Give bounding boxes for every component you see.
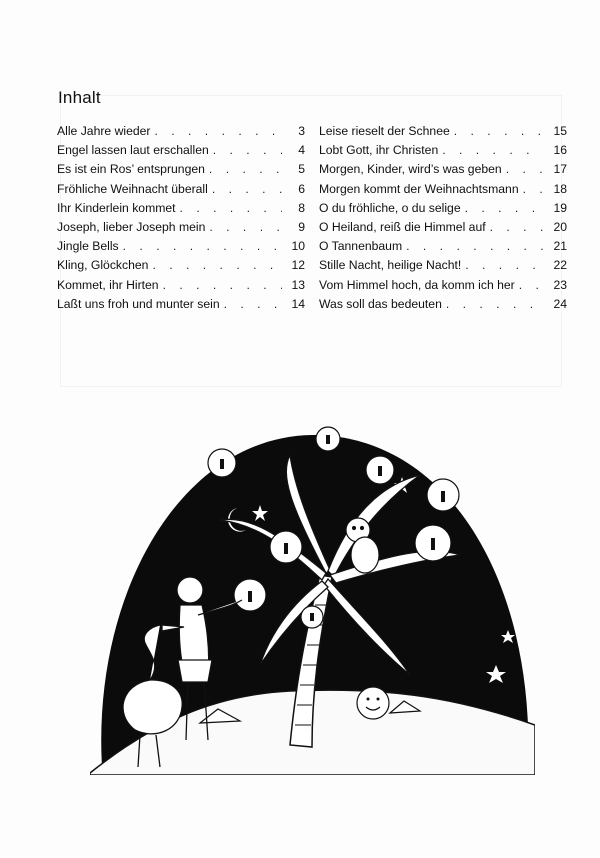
toc-dot-leader xyxy=(446,297,544,311)
toc-entry-page: 3 xyxy=(298,124,305,138)
toc-entry-title: O du fröhliche, o du selige xyxy=(319,200,461,215)
toc-dot-leader xyxy=(454,124,544,138)
toc-dot-leader xyxy=(154,124,282,138)
toc-entry-page: 23 xyxy=(553,277,567,292)
toc-dot-leader xyxy=(163,278,282,292)
toc-entry xyxy=(57,220,305,239)
toc-entry-page: 20 xyxy=(553,219,567,234)
toc-entry xyxy=(57,278,305,297)
toc-entry xyxy=(57,297,305,316)
toc-column-left xyxy=(57,124,305,316)
toc-entry-page: 8 xyxy=(298,200,305,215)
toc-entry xyxy=(319,201,567,220)
toc-entry xyxy=(57,182,305,201)
toc-entry-title: Alle Jahre wieder xyxy=(57,124,151,138)
toc-entry-page: 17 xyxy=(553,162,567,177)
toc-entry-page: 21 xyxy=(553,239,567,254)
toc-entry-title: Engel lassen laut erschallen xyxy=(57,143,209,158)
toc-dot-leader xyxy=(406,239,544,253)
smiling-moon xyxy=(357,687,389,719)
toc-dot-leader xyxy=(465,258,544,272)
toc-entry-page: 18 xyxy=(553,181,567,196)
toc-entry-title: Lobt Gott, ihr Christen xyxy=(319,143,439,158)
toc-entry-title: O Tannenbaum xyxy=(319,239,403,254)
toc-entry-page: 13 xyxy=(291,277,305,292)
toc-heading: Inhalt xyxy=(58,88,101,107)
toc-column-right xyxy=(319,124,567,316)
toc-dot-leader xyxy=(180,201,282,215)
toc-entry-title: Leise rieselt der Schnee xyxy=(319,124,450,138)
toc-dot-leader xyxy=(123,239,282,253)
toc-dot-leader xyxy=(465,201,544,215)
toc-entry xyxy=(319,182,567,201)
toc-entry-title: Morgen kommt der Weihnachtsmann xyxy=(319,181,519,196)
toc-entry-page: 16 xyxy=(553,143,567,158)
toc-entry xyxy=(57,162,305,181)
toc-entry-page: 12 xyxy=(291,258,305,273)
toc-entry-title: Jingle Bells xyxy=(57,239,119,254)
toc-entry xyxy=(57,258,305,277)
toc-entry-page: 22 xyxy=(553,258,567,273)
toc-entry-page: 19 xyxy=(553,200,567,215)
toc-dot-leader xyxy=(224,297,282,311)
toc-entry xyxy=(57,124,305,143)
toc-dot-leader xyxy=(209,220,282,234)
toc-dot-leader xyxy=(519,278,544,292)
toc-entry-page: 24 xyxy=(553,296,567,311)
toc-entry xyxy=(319,162,567,181)
toc-entry xyxy=(57,201,305,220)
toc-dot-leader xyxy=(213,143,282,157)
toc-entry xyxy=(319,124,567,143)
night-scene-illustration xyxy=(90,395,535,775)
toc-entry xyxy=(57,239,305,258)
toc-entry-title: Es ist ein Ros’ entsprungen xyxy=(57,162,205,177)
toc-entry-title: Fröhliche Weihnacht überall xyxy=(57,181,208,196)
toc-entry-title: Stille Nacht, heilige Nacht! xyxy=(319,258,462,273)
toc-dot-leader xyxy=(152,258,282,272)
toc-entry-title: Morgen, Kinder, wird’s was geben xyxy=(319,162,502,177)
toc-entry-title: Kommet, ihr Hirten xyxy=(57,277,159,292)
toc-entry-page: 14 xyxy=(291,296,305,311)
toc-entry-title: Ihr Kinderlein kommet xyxy=(57,200,176,215)
toc-dot-leader xyxy=(506,162,544,176)
toc-dot-leader xyxy=(209,162,282,176)
toc-entry-title: Laßt uns froh und munter sein xyxy=(57,296,220,311)
toc-dot-leader xyxy=(490,220,544,234)
toc-entry xyxy=(319,258,567,277)
toc-dot-leader xyxy=(442,143,544,157)
toc-entry-page: 4 xyxy=(298,143,305,158)
toc-entry xyxy=(319,297,567,316)
toc-entry xyxy=(319,239,567,258)
toc-entry-title: O Heiland, reiß die Himmel auf xyxy=(319,219,486,234)
toc-entry-title: Vom Himmel hoch, da komm ich her xyxy=(319,277,515,292)
toc-dot-leader xyxy=(212,182,282,196)
toc-entry-title: Kling, Glöckchen xyxy=(57,258,149,273)
toc-entry-page: 6 xyxy=(298,181,305,196)
toc-entry-page: 5 xyxy=(298,162,305,177)
toc-entry-title: Was soll das bedeuten xyxy=(319,296,442,311)
toc-entry xyxy=(319,278,567,297)
toc-entry-page: 10 xyxy=(291,239,305,254)
toc-entry-page: 9 xyxy=(298,219,305,234)
toc-entry xyxy=(319,220,567,239)
toc-dot-leader xyxy=(523,182,544,196)
toc-entry-page: 15 xyxy=(553,124,567,138)
toc-entry-title: Joseph, lieber Joseph mein xyxy=(57,219,206,234)
toc-entry xyxy=(57,143,305,162)
toc-entry xyxy=(319,143,567,162)
